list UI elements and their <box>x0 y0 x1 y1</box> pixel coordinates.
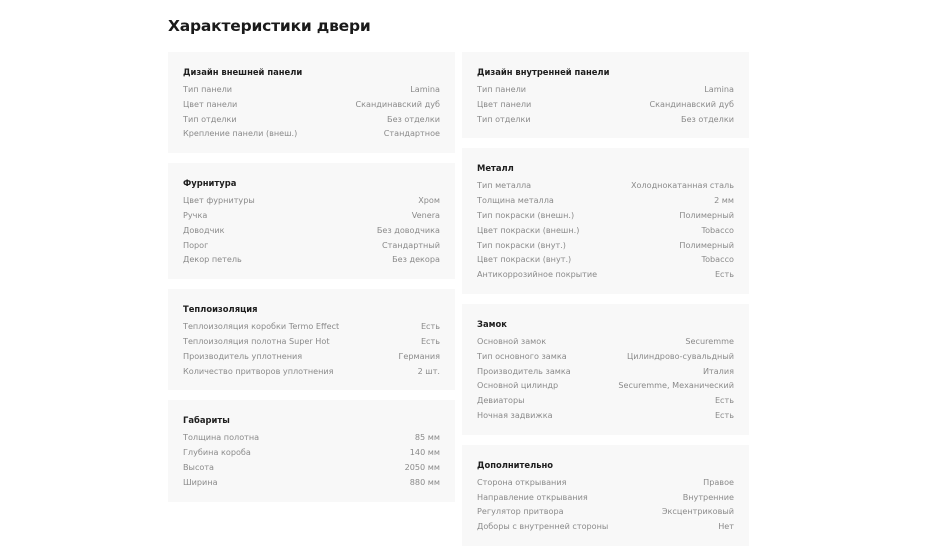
spec-value: Securemme, Механический <box>618 380 734 391</box>
spec-row <box>183 252 440 267</box>
spec-value: Есть <box>714 395 734 406</box>
spec-row <box>183 193 440 208</box>
spec-card-hardware <box>168 163 455 279</box>
spec-label: Высота <box>183 461 215 472</box>
spec-label: Количество притворов уплотнения <box>183 365 334 376</box>
spec-label: Порог <box>183 239 209 250</box>
spec-label: Тип покраски (внешн.) <box>477 209 575 220</box>
spec-row <box>477 267 734 282</box>
spec-value: Скандинавский дуб <box>649 98 734 109</box>
spec-row <box>477 178 734 193</box>
spec-label: Ночная задвижка <box>477 409 553 420</box>
spec-row <box>477 519 734 534</box>
card-title: Габариты <box>183 415 230 426</box>
spec-label: Тип панели <box>477 84 527 94</box>
spec-value: Есть <box>420 321 440 332</box>
page-title: Характеристики двери <box>168 17 371 35</box>
spec-card-interior-panel <box>462 52 749 138</box>
spec-value: 2 шт. <box>417 365 440 376</box>
spec-label: Тип панели <box>183 84 233 94</box>
spec-label: Производитель уплотнения <box>183 350 303 361</box>
spec-label: Тип покраски (внут.) <box>477 239 566 250</box>
spec-label: Направление открывания <box>477 491 588 502</box>
spec-card-additional <box>462 445 749 546</box>
spec-row <box>477 408 734 423</box>
spec-row <box>477 378 734 393</box>
spec-label: Толщина металла <box>477 195 554 206</box>
spec-value: Venera <box>411 209 440 220</box>
spec-value: Без отделки <box>681 113 734 124</box>
spec-row <box>183 349 440 364</box>
spec-value: 140 мм <box>409 447 440 458</box>
spec-value: 880 мм <box>409 476 440 487</box>
spec-row <box>477 504 734 519</box>
left-column <box>168 52 455 512</box>
spec-value: Tobacco <box>701 224 734 235</box>
spec-value: Без отделки <box>387 113 440 124</box>
spec-row <box>183 364 440 379</box>
spec-value: Без декора <box>392 254 440 265</box>
spec-value: 85 мм <box>414 432 440 443</box>
spec-value: Эксцентриковый <box>661 506 734 517</box>
spec-card-lock <box>462 304 749 435</box>
card-title: Дизайн внутренней панели <box>477 67 610 77</box>
spec-label: Толщина полотна <box>183 432 260 443</box>
spec-value: Securemme <box>685 335 734 346</box>
spec-label: Производитель замка <box>477 365 571 376</box>
spec-label: Основной цилиндр <box>477 380 559 391</box>
spec-card-metal <box>462 148 749 294</box>
spec-value: Внутренние <box>682 491 734 502</box>
spec-card-insulation <box>168 289 455 390</box>
spec-label: Доводчик <box>183 224 225 235</box>
spec-value: Tobacco <box>701 254 734 265</box>
spec-label: Доборы с внутренней стороны <box>477 521 609 532</box>
spec-value: 2 мм <box>714 195 734 206</box>
card-title: Дополнительно <box>477 459 554 470</box>
spec-value: Есть <box>714 409 734 420</box>
spec-value: Стандартный <box>382 239 440 250</box>
spec-row <box>183 445 440 460</box>
spec-card-dimensions <box>168 400 455 501</box>
spec-value: Стандартное <box>383 128 440 139</box>
spec-label: Тип отделки <box>477 113 531 124</box>
spec-value: Полимерный <box>679 209 734 220</box>
spec-row <box>183 475 440 490</box>
spec-row <box>477 349 734 364</box>
spec-row <box>477 97 734 112</box>
spec-row <box>477 475 734 490</box>
spec-row <box>183 126 440 141</box>
spec-value: Италия <box>702 365 734 376</box>
spec-value: Нет <box>718 521 734 532</box>
card-title: Фурнитура <box>183 178 237 189</box>
card-title: Замок <box>477 318 507 329</box>
spec-row <box>477 82 734 97</box>
spec-row <box>183 319 440 334</box>
spec-value: Есть <box>420 335 440 346</box>
spec-row <box>183 82 440 97</box>
spec-value: Есть <box>714 269 734 280</box>
spec-row <box>477 334 734 349</box>
spec-label: Ширина <box>183 476 218 487</box>
spec-label: Декор петель <box>183 254 242 265</box>
spec-label: Теплоизоляция полотна Super Hot <box>183 335 330 346</box>
spec-label: Ручка <box>183 209 208 220</box>
spec-label: Тип металла <box>477 180 532 191</box>
right-column <box>462 52 749 556</box>
spec-row <box>477 193 734 208</box>
spec-value: Lamina <box>410 84 440 94</box>
spec-label: Цвет покраски (внешн.) <box>477 224 580 235</box>
spec-value: Правое <box>703 476 734 487</box>
spec-label: Сторона открывания <box>477 476 567 487</box>
spec-value: 2050 мм <box>404 461 440 472</box>
spec-row <box>477 364 734 379</box>
spec-row <box>477 238 734 253</box>
spec-label: Цвет панели <box>183 98 238 109</box>
spec-label: Тип отделки <box>183 113 237 124</box>
spec-value: Хром <box>418 195 440 206</box>
spec-row <box>183 208 440 223</box>
spec-label: Цвет панели <box>477 98 532 109</box>
spec-row <box>183 97 440 112</box>
spec-row <box>477 112 734 127</box>
spec-value: Германия <box>398 350 440 361</box>
spec-row <box>477 490 734 505</box>
spec-label: Девиаторы <box>477 395 525 406</box>
spec-row <box>183 460 440 475</box>
spec-row <box>183 430 440 445</box>
card-title: Металл <box>477 163 514 174</box>
spec-label: Теплоизоляция коробки Termo Effect <box>183 321 340 332</box>
spec-value: Цилиндрово-сувальдный <box>626 350 734 361</box>
spec-row <box>477 223 734 238</box>
spec-label: Цвет фурнитуры <box>183 195 255 206</box>
spec-label: Крепление панели (внеш.) <box>183 128 298 139</box>
spec-row <box>477 252 734 267</box>
spec-row <box>477 208 734 223</box>
spec-row <box>183 238 440 253</box>
spec-label: Регулятор притвора <box>477 506 564 517</box>
spec-label: Тип основного замка <box>477 350 567 361</box>
spec-label: Цвет покраски (внут.) <box>477 254 572 265</box>
spec-row <box>477 393 734 408</box>
spec-label: Основной замок <box>477 335 547 346</box>
card-title: Дизайн внешней панели <box>183 67 303 77</box>
spec-value: Скандинавский дуб <box>355 98 440 109</box>
spec-row <box>183 112 440 127</box>
spec-value: Без доводчика <box>376 224 440 235</box>
spec-card-exterior-panel <box>168 52 455 153</box>
spec-row <box>183 334 440 349</box>
spec-value: Холоднокатанная сталь <box>630 180 734 191</box>
spec-label: Глубина короба <box>183 447 251 458</box>
spec-value: Lamina <box>704 84 734 94</box>
spec-row <box>183 223 440 238</box>
card-title: Теплоизоляция <box>183 304 258 315</box>
spec-label: Антикоррозийное покрытие <box>477 269 598 280</box>
spec-value: Полимерный <box>679 239 734 250</box>
